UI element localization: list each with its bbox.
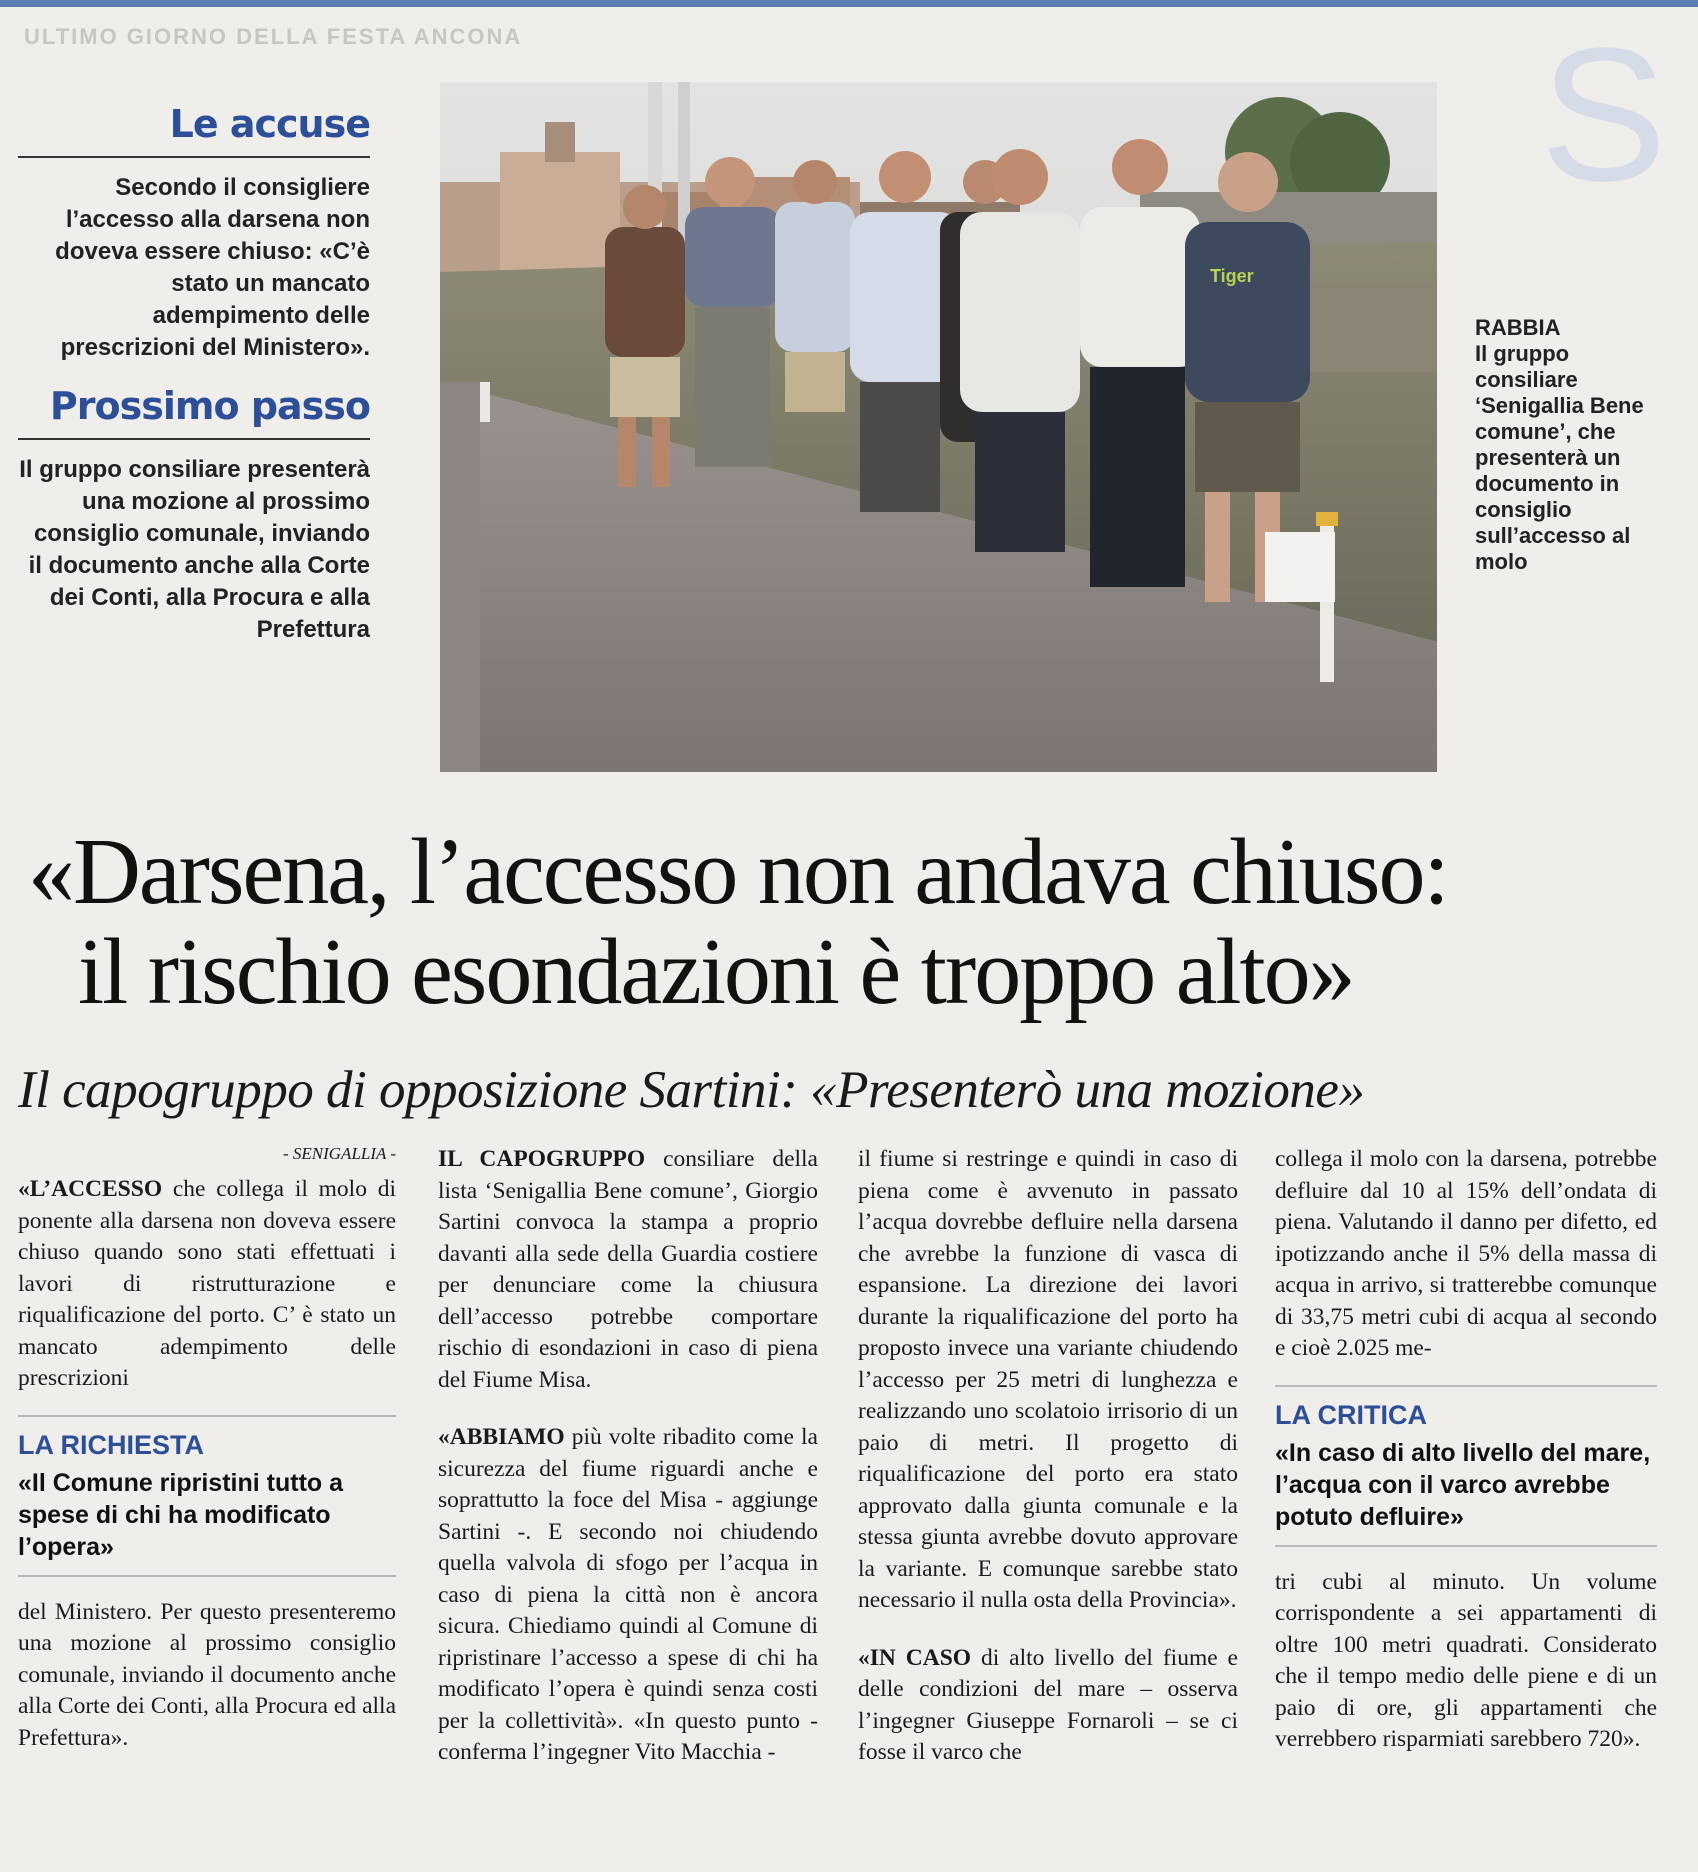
paragraph-lead: IL CAPOGRUPPO	[438, 1146, 646, 1172]
masthead-bleed-through: ULTIMO GIORNO DELLA FESTA ANCONA	[24, 24, 523, 49]
top-color-band	[0, 0, 1698, 7]
sidebar-heading-prossimo-passo: Prossimo passo	[49, 384, 370, 428]
paragraph	[438, 1144, 818, 1396]
paragraph	[18, 1174, 396, 1395]
article-column-3	[858, 1144, 1238, 1859]
pull-quote-box	[18, 1415, 396, 1577]
paragraph: il fiume si restringe e quindi in caso di piena come è avvenuto in passato l’acqua dovrebbe defluire nella darsena che avrebbe la funzione di vasca di espansione. La direzione dei lavori durante la riqualificazione del porto ha proposto invece una variante chiudendo l’accesso per 25 metri di lunghezza e realizzando uno scolatoio irrisorio di un paio di metri. Il progetto di riqualificazione del porto era stato approvato dalla giunta comunale e la stessa giunta avrebbe dovuto approvare la variante. E comunque sarebbe stato necessario il nulla osta della Provincia».	[858, 1146, 1238, 1613]
paragraph-text: consiliare della lista ‘Senigallia Bene comune’, Giorgio Sartini convoca la stampa a proprio davanti alla sede della Guardia costiere per denunciare come la chiusura dell’accesso potrebbe comportare rischio di esondazioni in caso di piena del Fiume Misa.	[438, 1146, 818, 1393]
paragraph: tri cubi al minuto. Un volume corrispondente a sei appartamenti di oltre 100 metri quadrati. Considerato che il tempo medio delle piene e di un paio di ore, gli appartamenti che verrebbero risparmiati sarebbero 720».	[1275, 1568, 1657, 1752]
masthead-bleed-letter: S	[1540, 9, 1667, 221]
caption-label: RABBIA	[1475, 315, 1561, 340]
article-column-1	[18, 1144, 396, 1859]
caption-text: Il gruppo consiliare ‘Senigallia Bene comune’, che presenterà un documento in consiglio sull’accesso al molo	[1475, 341, 1644, 574]
paragraph	[858, 1643, 1238, 1769]
paragraph-text: più volte ribadito come la sicurezza del fiume riguardi anche e soprattutto la foce del Misa - aggiunge Sartini -. E secondo noi chiudendo quella valvola di sfogo per l’acqua in caso di piena la città non è ancora sicura. Chiediamo quindi al Comune di ripristinare l’accesso a spese di chi ha modificato l’opera è quindi senza costi per la collettività». «In questo punto - conferma l’ingegner Vito Macchia -	[438, 1424, 818, 1765]
paragraph-lead: «L’ACCESSO	[18, 1176, 163, 1202]
sidebar-text-prossimo-passo: Il gruppo consiliare presenterà una mozione al prossimo consiglio comunale, inviando il documento anche alla Corte dei Conti, alla Procura e alla Prefettura	[19, 456, 370, 643]
sidebar-text-accuse: Secondo il consigliere l’accesso alla darsena non doveva essere chiuso: «C’è stato un mancato adempimento delle prescrizioni del Ministero».	[55, 174, 370, 361]
pull-quote-label: LA CRITICA	[1275, 1399, 1427, 1430]
paragraph-lead: «ABBIAMO	[438, 1424, 565, 1450]
pull-quote-text: «In caso di alto livello del mare, l’acqua con il varco avrebbe potuto defluire»	[1275, 1438, 1651, 1531]
photo-illustration	[440, 82, 1437, 772]
headline-line-1: «Darsena, l’accesso non andava chiuso:	[28, 820, 1448, 924]
pull-quote-label: LA RICHIESTA	[18, 1429, 204, 1460]
paragraph-text: che collega il molo di ponente alla darsena non doveva essere chiuso quando sono stati effettuati i lavori di ristrutturazione e riqualificazione del porto. C’ è stato un mancato adempimento delle prescrizioni	[18, 1176, 396, 1391]
photo-caption	[1475, 315, 1675, 575]
headline	[28, 822, 1678, 1022]
paragraph-lead: «IN CASO	[858, 1644, 972, 1671]
article-column-4	[1275, 1144, 1657, 1859]
sidebar-divider	[18, 156, 370, 158]
sidebar-heading-accuse: Le accuse	[169, 102, 370, 146]
pull-quote-box	[1275, 1385, 1657, 1547]
paragraph	[438, 1422, 818, 1769]
subheadline: Il capogruppo di opposizione Sartini: «Presenterò una mozione»	[18, 1061, 1365, 1119]
paragraph-text: di alto livello del fiume e delle condizioni del mare – osserva l’ingegner Giuseppe Fornaroli – se ci fosse il varco che	[858, 1644, 1238, 1765]
article-column-2	[438, 1144, 818, 1859]
shirt-print: Tiger	[1210, 266, 1254, 286]
paragraph: del Ministero. Per questo presenteremo una mozione al prossimo consiglio comunale, inviando il documento anche alla Corte dei Conti, alla Procura ed alla Prefettura».	[18, 1598, 396, 1751]
headline-line-2: il rischio esondazioni è troppo alto»	[78, 920, 1354, 1024]
sidebar-divider	[18, 438, 370, 440]
sidebar-box	[18, 102, 370, 738]
paragraph: collega il molo con la darsena, potrebbe defluire dal 10 al 15% dell’ondata di piena. Valutando il danno per difetto, ed ipotizzando anche il 5% della massa di acqua in arrivo, si tratterebbe comunque di 33,75 metri cubi di acqua al secondo e cioè 2.025 me-	[1275, 1146, 1657, 1361]
pull-quote-text: «Il Comune ripristini tutto a spese di chi ha modificato l’opera»	[18, 1468, 344, 1561]
dateline: - SENIGALLIA -	[282, 1144, 396, 1163]
group-photo	[440, 82, 1437, 772]
